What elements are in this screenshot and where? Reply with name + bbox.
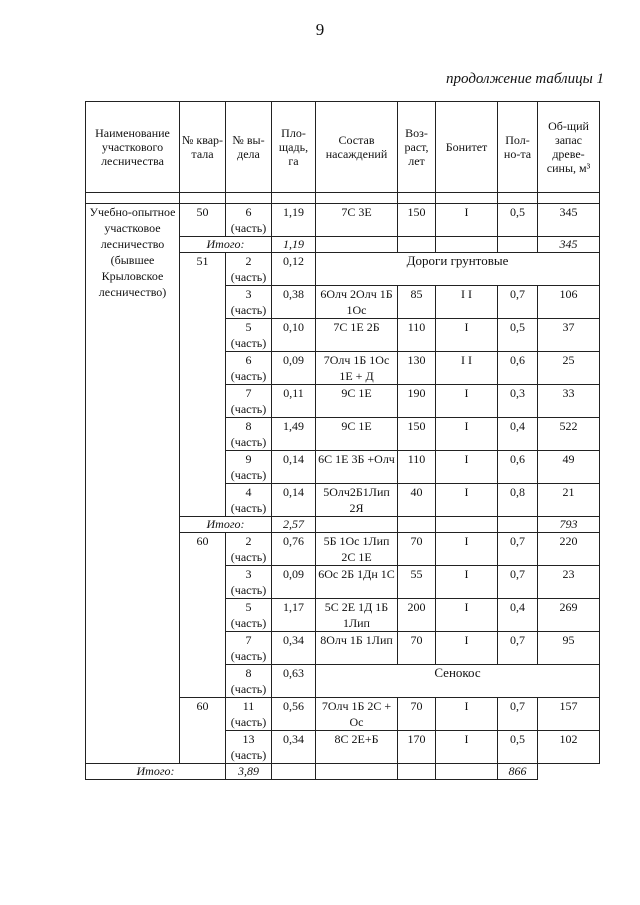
section-cell: 5 (часть) bbox=[226, 599, 272, 632]
age-cell: 110 bbox=[398, 451, 436, 484]
section-cell: 6 (часть) bbox=[226, 204, 272, 237]
table-continuation-caption: продолжение таблицы 1 bbox=[446, 71, 604, 87]
bonitet-cell: I I bbox=[436, 352, 498, 385]
area-cell: 0,14 bbox=[272, 451, 316, 484]
age-cell: 150 bbox=[398, 204, 436, 237]
age-cell: 170 bbox=[398, 731, 436, 764]
land-use-note: Сенокос bbox=[316, 665, 600, 698]
section-cell: 2 (часть) bbox=[226, 253, 272, 286]
bonitet-cell: I bbox=[436, 385, 498, 418]
composition-cell: 7С 1Е 2Б bbox=[316, 319, 398, 352]
section-cell: 8 (часть) bbox=[226, 665, 272, 698]
total-label: Итого: bbox=[180, 237, 272, 253]
stock-cell: 37 bbox=[538, 319, 600, 352]
section-cell: 4 (часть) bbox=[226, 484, 272, 517]
area-cell: 0,11 bbox=[272, 385, 316, 418]
bonitet-cell: I bbox=[436, 599, 498, 632]
total-area: 2,57 bbox=[272, 517, 316, 533]
stock-cell: 95 bbox=[538, 632, 600, 665]
stock-cell: 102 bbox=[538, 731, 600, 764]
header-age: Воз-раст, лет bbox=[398, 102, 436, 193]
section-cell: 5 (часть) bbox=[226, 319, 272, 352]
density-cell: 0,7 bbox=[498, 632, 538, 665]
density-cell: 0,6 bbox=[498, 451, 538, 484]
composition-cell: 6С 1Е 3Б +Олч bbox=[316, 451, 398, 484]
section-cell: 11 (часть) bbox=[226, 698, 272, 731]
header-density: Пол-но-та bbox=[498, 102, 538, 193]
density-cell: 0,7 bbox=[498, 533, 538, 566]
area-cell: 1,17 bbox=[272, 599, 316, 632]
total-label: Итого: bbox=[180, 517, 272, 533]
area-cell: 1,49 bbox=[272, 418, 316, 451]
density-cell: 0,8 bbox=[498, 484, 538, 517]
quarter-cell: 51 bbox=[180, 253, 226, 517]
quarter-cell: 50 bbox=[180, 204, 226, 237]
forest-stand-table bbox=[85, 101, 600, 780]
bonitet-cell: I bbox=[436, 204, 498, 237]
page-number: 9 bbox=[315, 20, 325, 39]
table-row bbox=[86, 204, 600, 237]
section-cell: 2 (часть) bbox=[226, 533, 272, 566]
area-cell: 0,56 bbox=[272, 698, 316, 731]
age-cell: 40 bbox=[398, 484, 436, 517]
bonitet-cell: I bbox=[436, 698, 498, 731]
age-cell: 150 bbox=[398, 418, 436, 451]
area-cell: 0,09 bbox=[272, 566, 316, 599]
header-quarter: № квар-тала bbox=[180, 102, 226, 193]
age-cell: 85 bbox=[398, 286, 436, 319]
header-section: № вы-дела bbox=[226, 102, 272, 193]
spacer-row bbox=[86, 193, 600, 204]
composition-cell: 8Олч 1Б 1Лип bbox=[316, 632, 398, 665]
section-cell: 6 (часть) bbox=[226, 352, 272, 385]
header-stock: Об-щий запас древе-сины, м³ bbox=[538, 102, 600, 193]
density-cell: 0,7 bbox=[498, 566, 538, 599]
age-cell: 70 bbox=[398, 632, 436, 665]
area-cell: 0,10 bbox=[272, 319, 316, 352]
age-cell: 70 bbox=[398, 698, 436, 731]
total-row bbox=[86, 764, 600, 780]
density-cell: 0,5 bbox=[498, 204, 538, 237]
total-stock: 866 bbox=[498, 764, 538, 780]
age-cell: 110 bbox=[398, 319, 436, 352]
density-cell: 0,7 bbox=[498, 698, 538, 731]
bonitet-cell: I bbox=[436, 632, 498, 665]
bonitet-cell: I bbox=[436, 484, 498, 517]
table-header-row bbox=[86, 102, 600, 193]
composition-cell: 6Олч 2Олч 1Б 1Ос bbox=[316, 286, 398, 319]
section-cell: 3 (часть) bbox=[226, 286, 272, 319]
density-cell: 0,3 bbox=[498, 385, 538, 418]
bonitet-cell: I I bbox=[436, 286, 498, 319]
area-cell: 0,09 bbox=[272, 352, 316, 385]
section-cell: 9 (часть) bbox=[226, 451, 272, 484]
bonitet-cell: I bbox=[436, 319, 498, 352]
area-cell: 0,63 bbox=[272, 665, 316, 698]
bonitet-cell: I bbox=[436, 451, 498, 484]
composition-cell: 9С 1Е bbox=[316, 418, 398, 451]
land-use-note: Дороги грунтовые bbox=[316, 253, 600, 286]
age-cell: 200 bbox=[398, 599, 436, 632]
quarter-cell: 60 bbox=[180, 698, 226, 764]
area-cell: 1,19 bbox=[272, 204, 316, 237]
density-cell: 0,4 bbox=[498, 599, 538, 632]
header-bonitet: Бонитет bbox=[436, 102, 498, 193]
total-label: Итого: bbox=[86, 764, 226, 780]
composition-cell: 5С 2Е 1Д 1Б 1Лип bbox=[316, 599, 398, 632]
density-cell: 0,5 bbox=[498, 731, 538, 764]
stock-cell: 21 bbox=[538, 484, 600, 517]
section-cell: 7 (часть) bbox=[226, 632, 272, 665]
density-cell: 0,6 bbox=[498, 352, 538, 385]
bonitet-cell: I bbox=[436, 418, 498, 451]
composition-cell: 5Олч2Б1Лип 2Я bbox=[316, 484, 398, 517]
age-cell: 70 bbox=[398, 533, 436, 566]
bonitet-cell: I bbox=[436, 533, 498, 566]
stock-cell: 106 bbox=[538, 286, 600, 319]
composition-cell: 6Ос 2Б 1Дн 1С bbox=[316, 566, 398, 599]
density-cell: 0,5 bbox=[498, 319, 538, 352]
composition-cell: 8С 2Е+Б bbox=[316, 731, 398, 764]
header-composition: Состав насаждений bbox=[316, 102, 398, 193]
area-cell: 0,76 bbox=[272, 533, 316, 566]
header-area: Пло-щадь, га bbox=[272, 102, 316, 193]
stock-cell: 157 bbox=[538, 698, 600, 731]
density-cell: 0,7 bbox=[498, 286, 538, 319]
area-cell: 0,12 bbox=[272, 253, 316, 286]
total-area: 3,89 bbox=[226, 764, 272, 780]
age-cell: 190 bbox=[398, 385, 436, 418]
forestry-name-cell: Учебно-опытное участковое лесничество (бывшее Крыловское лесничество) bbox=[86, 204, 180, 764]
section-cell: 7 (часть) bbox=[226, 385, 272, 418]
stock-cell: 23 bbox=[538, 566, 600, 599]
density-cell: 0,4 bbox=[498, 418, 538, 451]
age-cell: 55 bbox=[398, 566, 436, 599]
stock-cell: 33 bbox=[538, 385, 600, 418]
composition-cell: 7Олч 1Б 2С + Ос bbox=[316, 698, 398, 731]
composition-cell: 7С 3Е bbox=[316, 204, 398, 237]
section-cell: 8 (часть) bbox=[226, 418, 272, 451]
area-cell: 0,34 bbox=[272, 632, 316, 665]
quarter-cell: 60 bbox=[180, 533, 226, 698]
total-stock: 793 bbox=[538, 517, 600, 533]
bonitet-cell: I bbox=[436, 566, 498, 599]
total-stock: 345 bbox=[538, 237, 600, 253]
composition-cell: 9С 1Е bbox=[316, 385, 398, 418]
section-cell: 13 (часть) bbox=[226, 731, 272, 764]
header-forestry: Наименование участкового лесничества bbox=[86, 102, 180, 193]
area-cell: 0,34 bbox=[272, 731, 316, 764]
bonitet-cell: I bbox=[436, 731, 498, 764]
total-area: 1,19 bbox=[272, 237, 316, 253]
area-cell: 0,14 bbox=[272, 484, 316, 517]
stock-cell: 220 bbox=[538, 533, 600, 566]
stock-cell: 269 bbox=[538, 599, 600, 632]
stock-cell: 522 bbox=[538, 418, 600, 451]
stock-cell: 25 bbox=[538, 352, 600, 385]
section-cell: 3 (часть) bbox=[226, 566, 272, 599]
area-cell: 0,38 bbox=[272, 286, 316, 319]
composition-cell: 7Олч 1Б 1Ос 1Е + Д bbox=[316, 352, 398, 385]
stock-cell: 49 bbox=[538, 451, 600, 484]
age-cell: 130 bbox=[398, 352, 436, 385]
stock-cell: 345 bbox=[538, 204, 600, 237]
composition-cell: 5Б 1Ос 1Лип 2С 1Е bbox=[316, 533, 398, 566]
